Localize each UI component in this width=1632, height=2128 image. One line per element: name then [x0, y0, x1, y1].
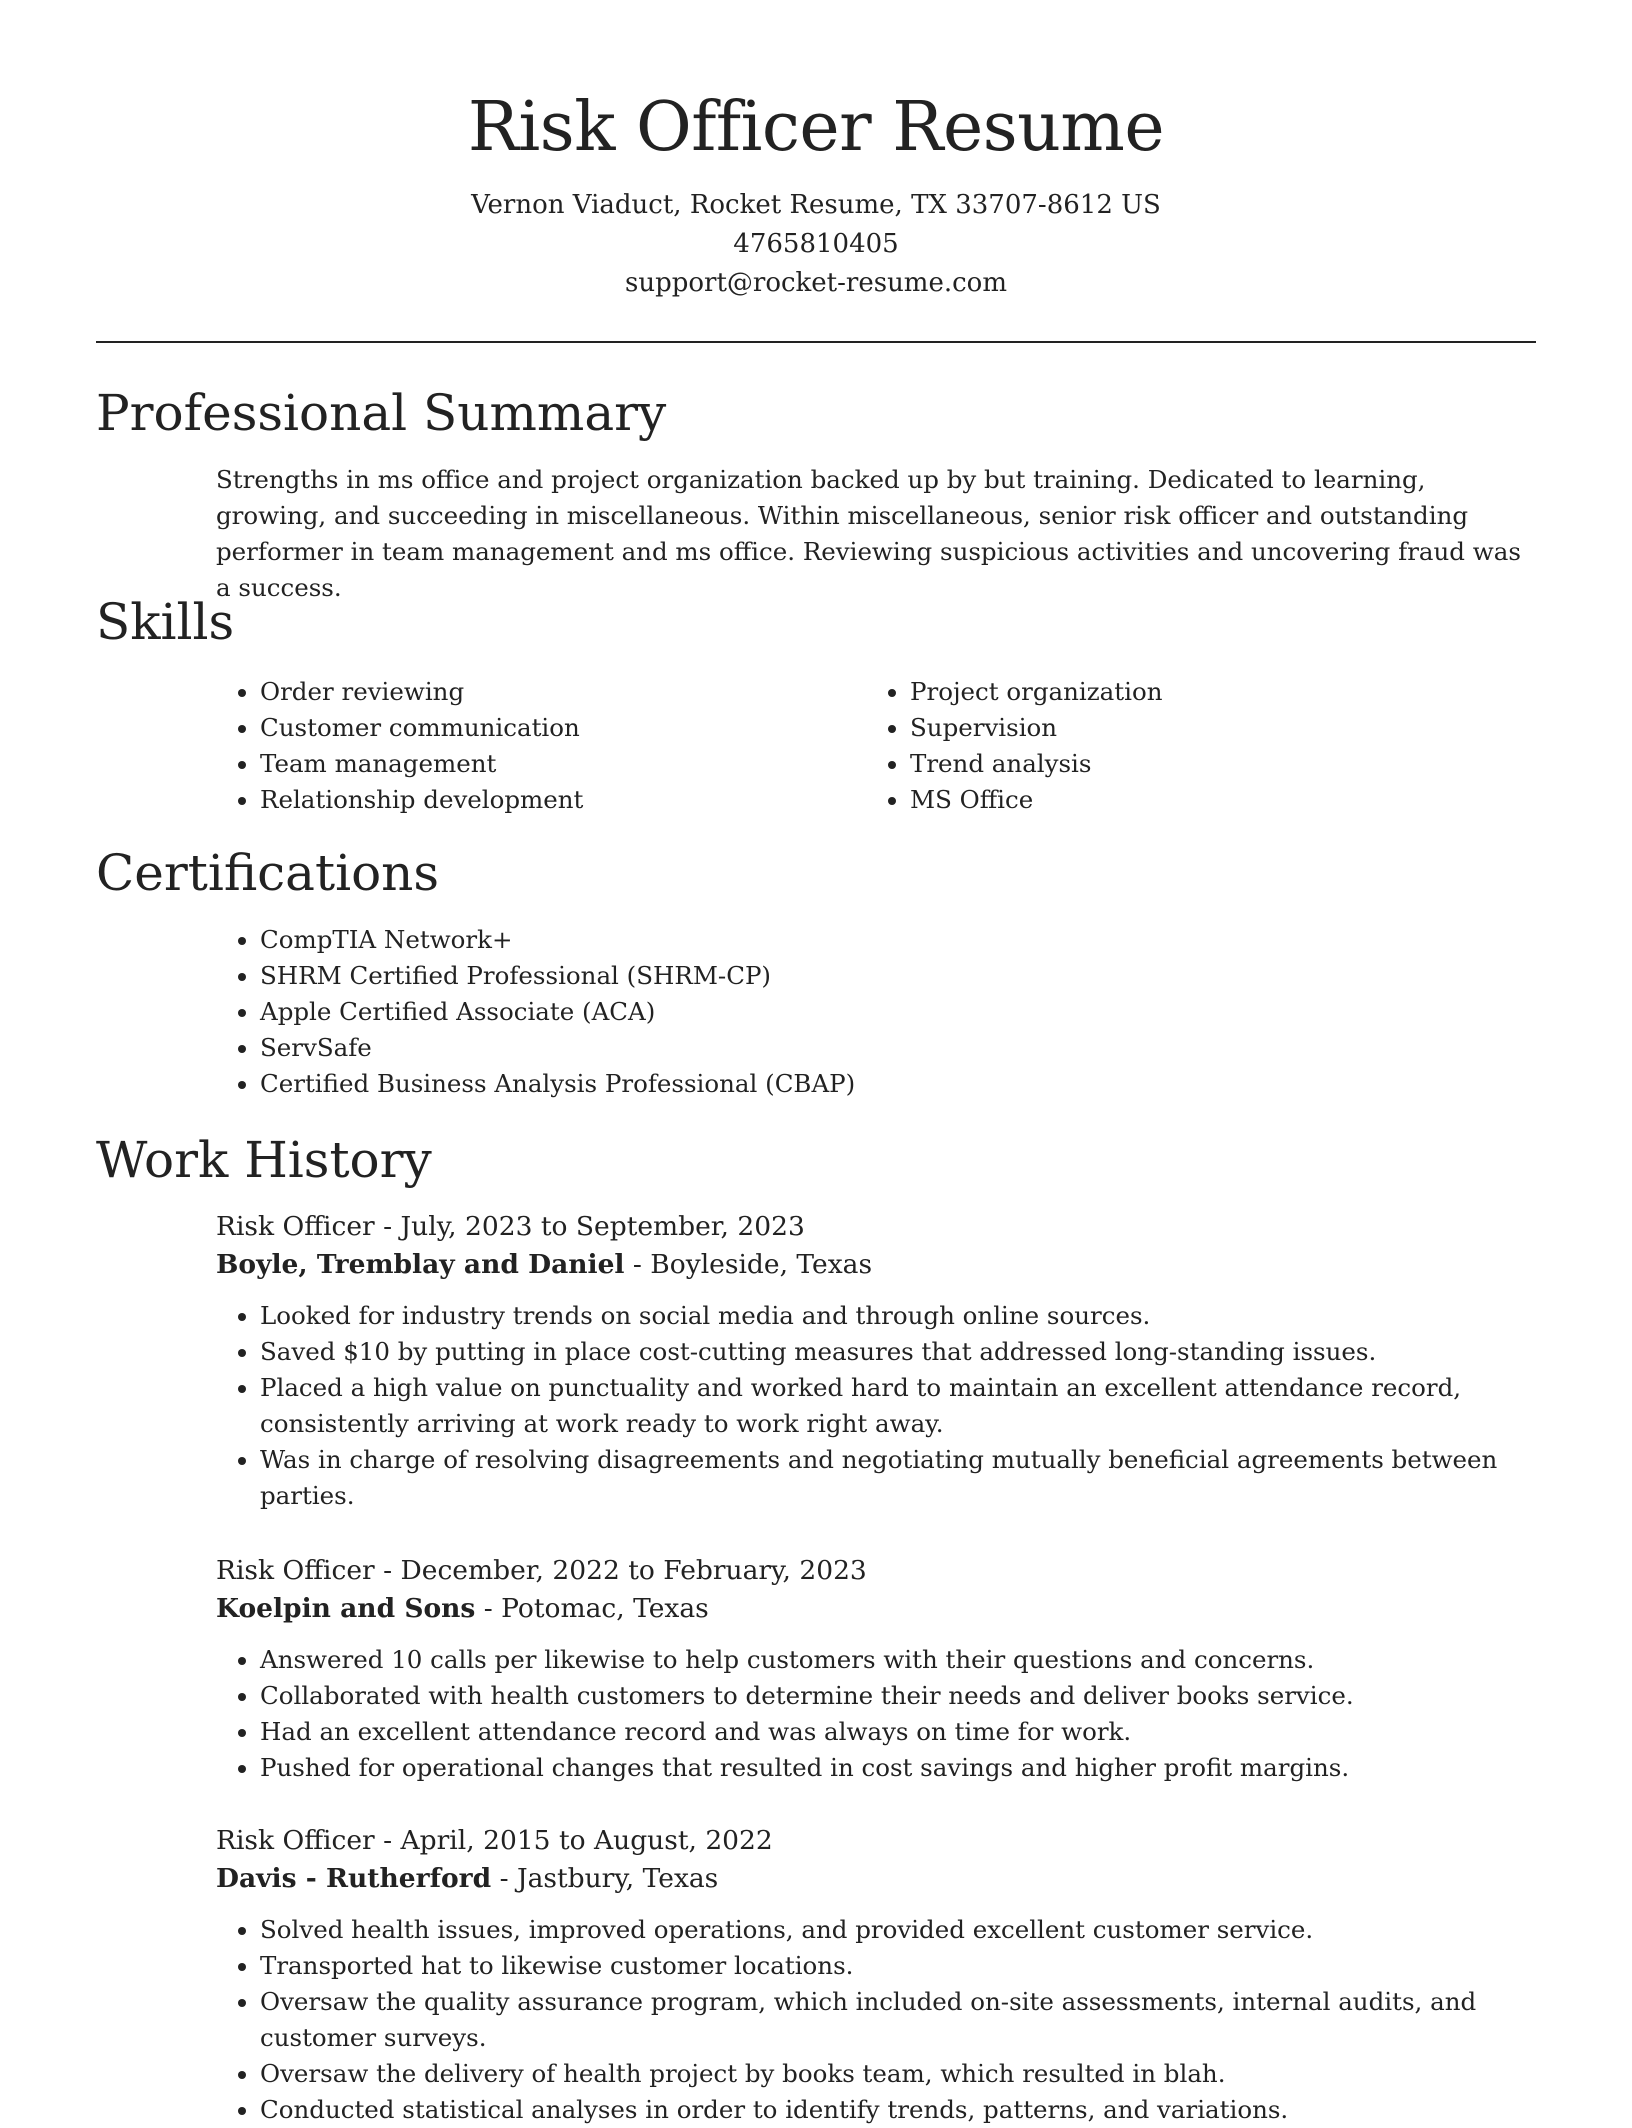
certification-item: • SHRM Certified Professional (SHRM-CP) [260, 958, 855, 994]
summary-heading: Professional Summary [96, 384, 667, 442]
job-company-line [216, 1246, 1536, 1284]
job-bullets [216, 1642, 1536, 1786]
job-bullet: • Transported hat to likewise customer locations. [260, 1948, 1536, 1984]
job-company: Koelpin and Sons [216, 1593, 476, 1624]
skills-list-right [866, 674, 1163, 818]
job-bullets [216, 1912, 1536, 2128]
job-location: - Potomac, Texas [475, 1593, 709, 1624]
job-bullet: • Was in charge of resolving disagreements and negotiating mutually beneficial agreements between parties. [260, 1442, 1536, 1514]
job-dates: - December, 2022 to February, 2023 [374, 1555, 867, 1586]
job-location: - Boyleside, Texas [624, 1249, 873, 1280]
job-entry [216, 1822, 1536, 2128]
job-bullets [216, 1298, 1536, 1514]
job-entry [216, 1552, 1536, 1786]
job-entry [216, 1208, 1536, 1514]
skill-item: • Order reviewing [260, 674, 583, 710]
skill-item: • Project organization [910, 674, 1163, 710]
skill-item: • Supervision [910, 710, 1163, 746]
skill-item: • Team management [260, 746, 583, 782]
skills-heading: Skills [96, 593, 235, 651]
certification-item: • Apple Certified Associate (ACA) [260, 994, 855, 1030]
contact-email: support@rocket-resume.com [624, 268, 1007, 298]
header-divider [96, 341, 1536, 343]
job-bullet: • Solved health issues, improved operations, and provided excellent customer service. [260, 1912, 1536, 1948]
job-title: Risk Officer [216, 1825, 375, 1856]
job-title: Risk Officer [216, 1211, 375, 1242]
contact-phone: 4765810405 [733, 229, 899, 259]
certifications-heading: Certifications [96, 844, 440, 902]
certification-item: • CompTIA Network+ [260, 922, 855, 958]
job-title-line [216, 1552, 1536, 1590]
resume-header [0, 84, 1632, 303]
contact-info [0, 186, 1632, 303]
job-bullet: • Looked for industry trends on social media and through online sources. [260, 1298, 1536, 1334]
job-company-line [216, 1860, 1536, 1898]
contact-address: Vernon Viaduct, Rocket Resume, TX 33707-8612 US [471, 190, 1161, 220]
job-dates: - July, 2023 to September, 2023 [374, 1211, 805, 1242]
job-bullet: • Pushed for operational changes that resulted in cost savings and higher profit margins. [260, 1750, 1536, 1786]
certifications-list [216, 922, 855, 1102]
job-company: Davis - Rutherford [216, 1863, 492, 1894]
skill-item: • Relationship development [260, 782, 583, 818]
skills-list-left [216, 674, 583, 818]
job-location: - Jastbury, Texas [491, 1863, 719, 1894]
job-company: Boyle, Tremblay and Daniel [216, 1249, 625, 1280]
job-dates: - April, 2015 to August, 2022 [374, 1825, 773, 1856]
certification-item: • ServSafe [260, 1030, 855, 1066]
skills-column-right [866, 674, 1163, 818]
job-bullet: • Saved $10 by putting in place cost-cutting measures that addressed long-standing issues. [260, 1334, 1536, 1370]
job-bullet: • Answered 10 calls per likewise to help customers with their questions and concerns. [260, 1642, 1536, 1678]
page-title: Risk Officer Resume [467, 88, 1165, 167]
job-bullet: • Oversaw the quality assurance program, which included on-site assessments, internal audits, and customer surveys. [260, 1984, 1536, 2056]
certifications-list-wrap [216, 922, 855, 1102]
skill-item: • Customer communication [260, 710, 583, 746]
job-title: Risk Officer [216, 1555, 375, 1586]
job-title-line [216, 1822, 1536, 1860]
job-title-line [216, 1208, 1536, 1246]
job-bullet: • Had an excellent attendance record and was always on time for work. [260, 1714, 1536, 1750]
job-bullet: • Collaborated with health customers to determine their needs and deliver books service. [260, 1678, 1536, 1714]
job-company-line [216, 1590, 1536, 1628]
job-bullet: • Oversaw the delivery of health project by books team, which resulted in blah. [260, 2056, 1536, 2092]
certification-item: • Certified Business Analysis Professional (CBAP) [260, 1066, 855, 1102]
skills-column-left [216, 674, 583, 818]
skill-item: • MS Office [910, 782, 1163, 818]
work-history-heading: Work History [96, 1131, 432, 1189]
skill-item: • Trend analysis [910, 746, 1163, 782]
job-bullet: • Placed a high value on punctuality and worked hard to maintain an excellent attendance record, consistently arriving at work ready to work right away. [260, 1370, 1536, 1442]
job-bullet: • Conducted statistical analyses in order to identify trends, patterns, and variations. [260, 2092, 1536, 2128]
summary-text: Strengths in ms office and project organization backed up by but training. Dedicated to learning, growing, and succeeding in miscellaneous. Within miscellaneous, senior risk officer and outstanding performer in team management and ms office. Reviewing suspicious activities and uncovering fraud was a success. [216, 465, 1521, 602]
